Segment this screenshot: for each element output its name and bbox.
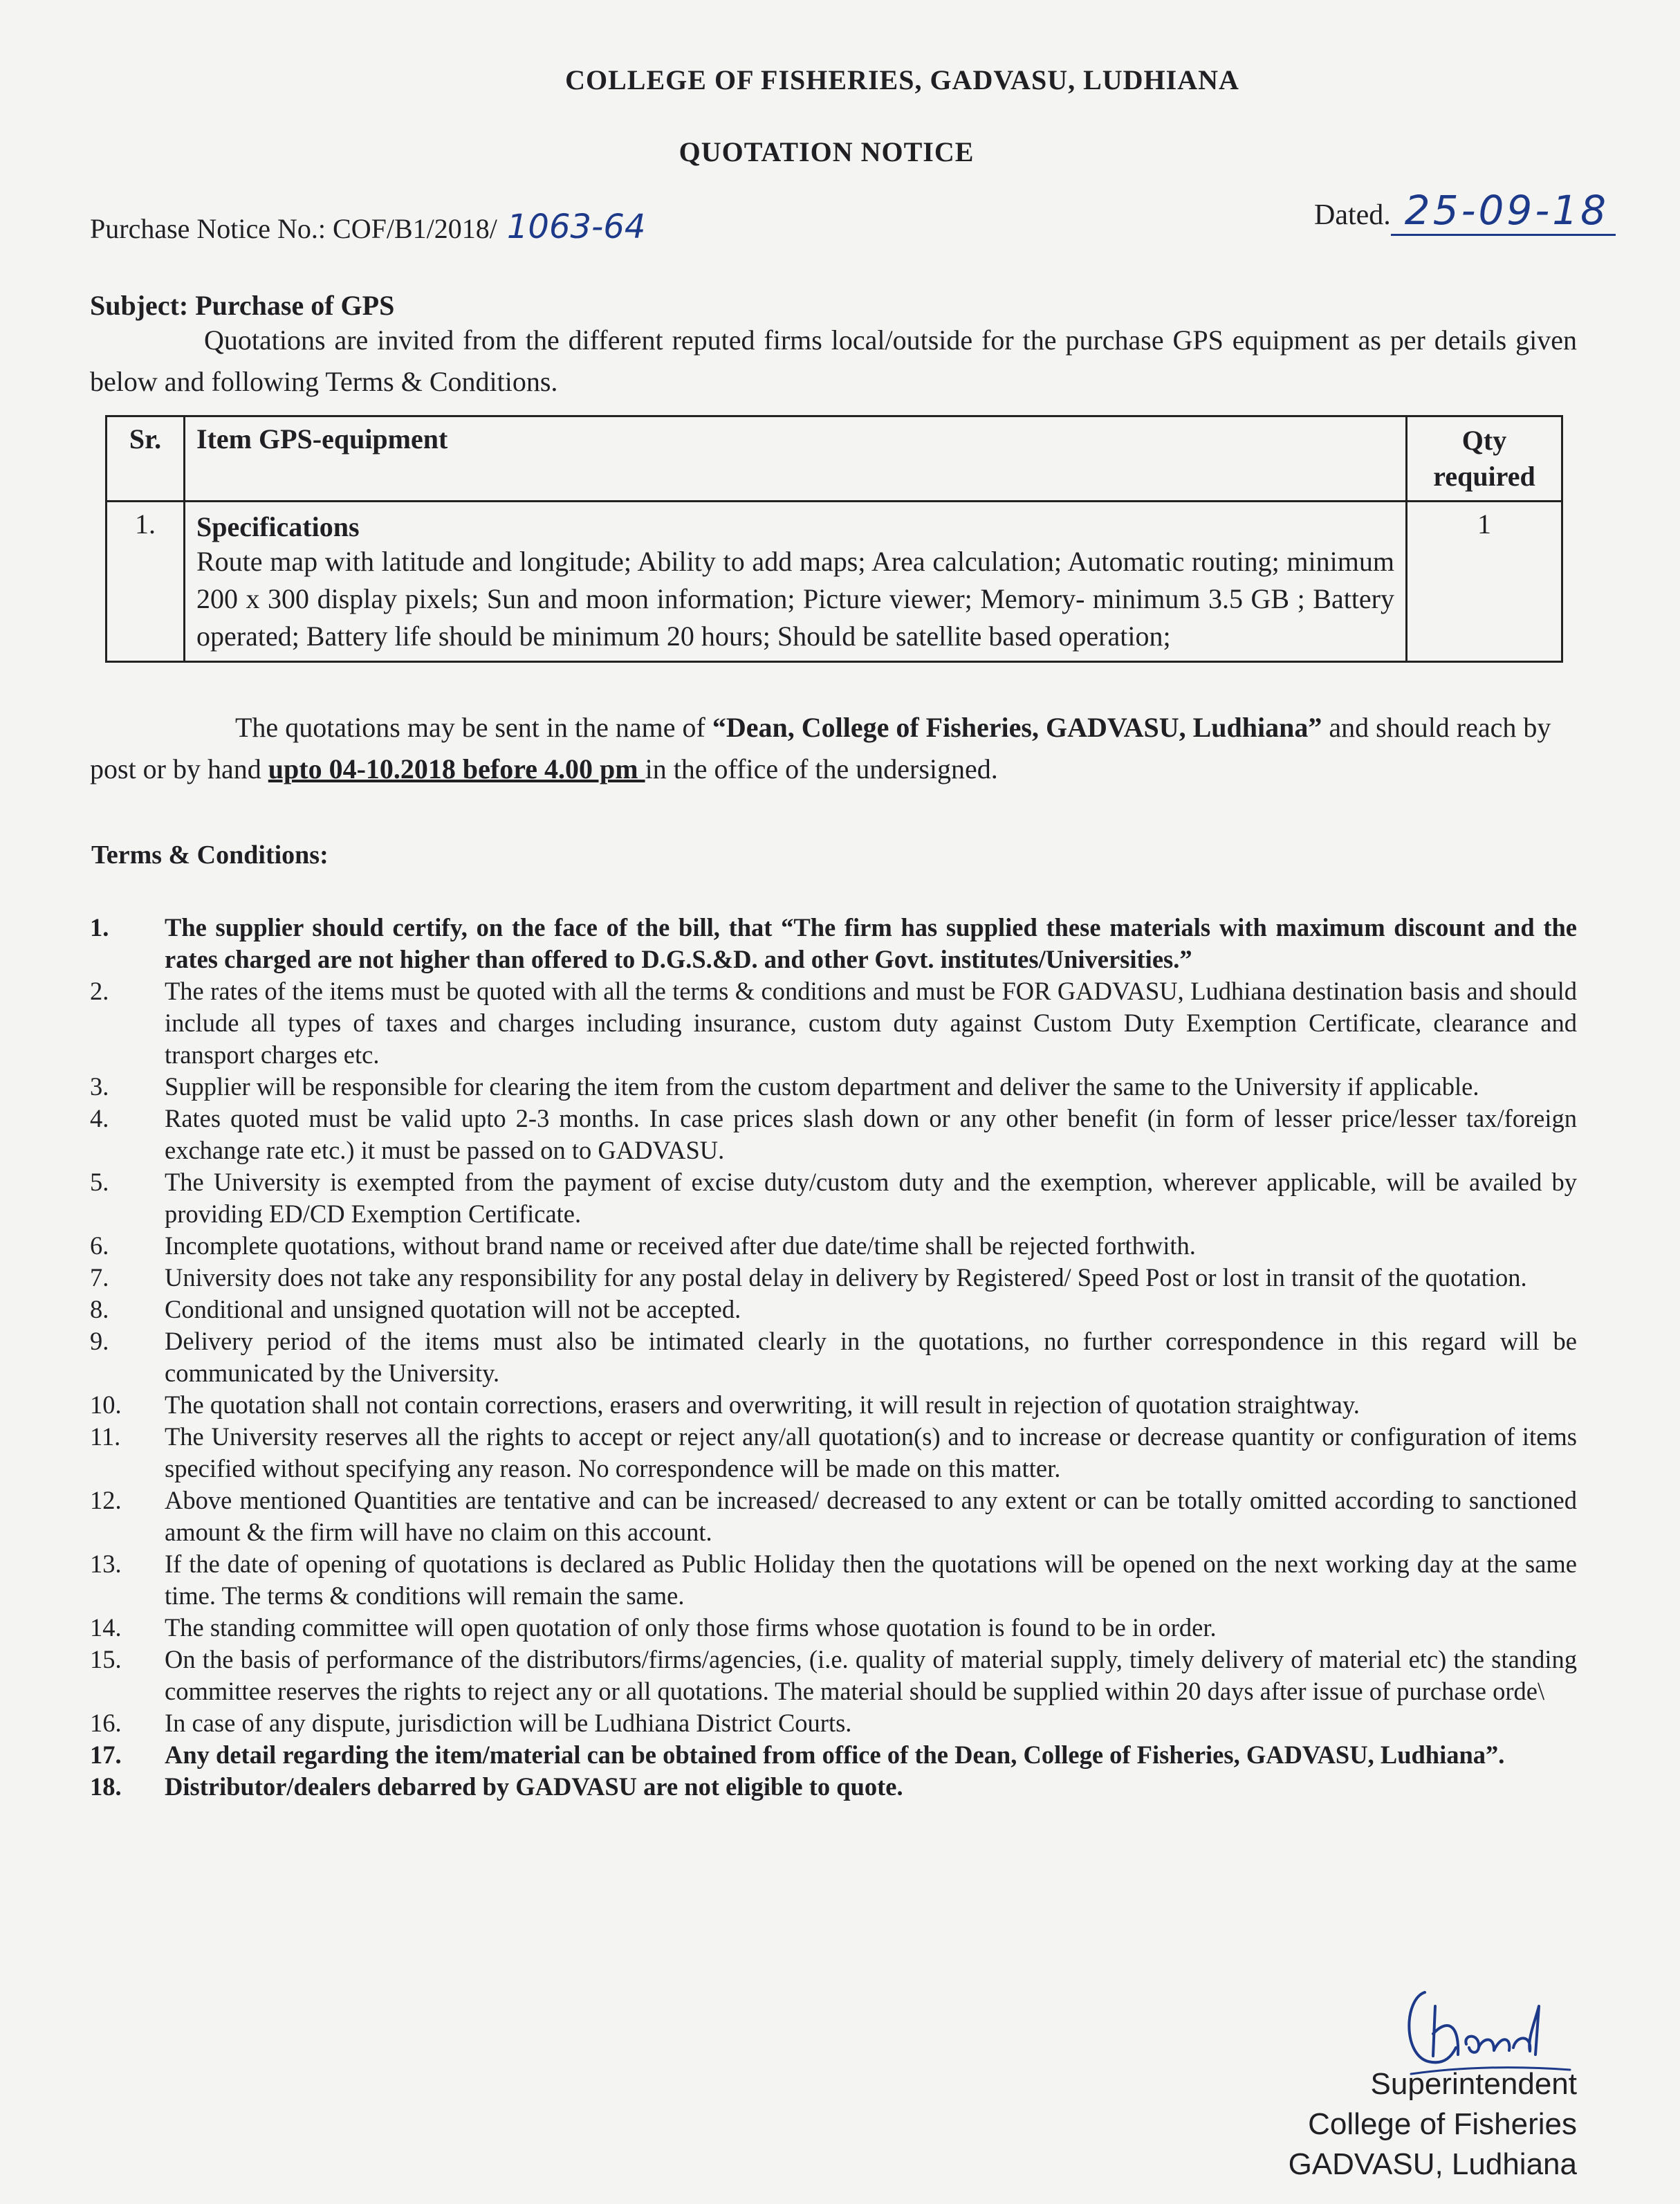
term-number: 12. — [90, 1486, 122, 1514]
row-qty: 1 — [1407, 502, 1562, 662]
term-number: 4. — [90, 1104, 109, 1132]
term-number: 9. — [90, 1327, 109, 1355]
term-number: 17. — [90, 1741, 122, 1769]
signatory-designation: Superintendent — [1370, 2067, 1577, 2101]
term-number: 13. — [90, 1550, 122, 1578]
send-addressee: “Dean, College of Fisheries, GADVASU, Ludhiana” — [712, 712, 1322, 743]
term-item — [90, 975, 1577, 1071]
dated-handwritten: 25-09-18 — [1391, 187, 1616, 236]
term-item — [90, 1644, 1577, 1707]
header-qty: Qty required — [1407, 416, 1562, 502]
term-number: 2. — [90, 977, 109, 1005]
row-item — [185, 502, 1407, 662]
notice-number-label: Purchase Notice No.: COF/B1/2018/ — [90, 213, 497, 244]
term-text: The quotation shall not contain corrections, erasers and overwriting, it will result in rejection of quotation straightway. — [165, 1390, 1360, 1419]
purchase-notice-number — [90, 208, 645, 246]
term-text: Conditional and unsigned quotation will not be accepted. — [165, 1295, 741, 1323]
term-item — [90, 1389, 1577, 1421]
term-item — [90, 1739, 1577, 1771]
term-number: 16. — [90, 1709, 122, 1737]
term-item — [90, 1612, 1577, 1644]
term-item — [90, 1771, 1577, 1803]
term-item — [90, 1230, 1577, 1262]
term-item — [90, 1071, 1577, 1103]
term-number: 14. — [90, 1613, 122, 1642]
term-text: Incomplete quotations, without brand name or received after due date/time shall be rejected forthwith. — [165, 1231, 1196, 1260]
term-text: The supplier should certify, on the face of the bill, that “The firm has supplied these materials with maximum discount and the rates charged are not higher than offered to D.G.S.&D. and other Govt. institutes/Universities.” — [165, 913, 1577, 973]
terms-heading: Terms & Conditions: — [91, 841, 329, 870]
spec-title: Specifications — [196, 511, 360, 542]
send-deadline: upto 04-10.2018 before 4.00 pm — [268, 753, 645, 784]
term-text: The standing committee will open quotation of only those firms whose quotation is found to be in order. — [165, 1613, 1217, 1642]
term-number: 6. — [90, 1231, 109, 1260]
spec-text: Route map with latitude and longitude; Ability to add maps; Area calculation; Automatic routing; minimum 200 x 300 display pixels; Sun and moon information; Picture viewer; Memory- minimum 3.5 GB ; Battery operated; Battery life should be minimum 20 hours; Should be satellite based operation; — [196, 546, 1394, 652]
signatory-office: College of Fisheries — [1308, 2107, 1577, 2141]
signatory-place: GADVASU, Ludhiana — [1288, 2147, 1577, 2181]
term-item — [90, 1103, 1577, 1166]
term-number: 10. — [90, 1390, 122, 1419]
signatory-block — [1231, 2064, 1577, 2185]
term-text: Delivery period of the items must also be intimated clearly in the quotations, no further correspondence in this regard will be communicated by the University. — [165, 1327, 1577, 1387]
term-item — [90, 1707, 1577, 1739]
term-item — [90, 1166, 1577, 1230]
term-number: 15. — [90, 1645, 122, 1673]
term-number: 5. — [90, 1168, 109, 1196]
term-number: 11. — [90, 1422, 121, 1451]
dated-label: Dated. — [1314, 199, 1391, 231]
term-item — [90, 1325, 1577, 1389]
submission-paragraph — [90, 707, 1577, 790]
term-text: Distributor/dealers debarred by GADVASU are not eligible to quote. — [165, 1772, 903, 1801]
term-number: 7. — [90, 1263, 109, 1292]
table-row — [107, 502, 1562, 662]
term-text: The University reserves all the rights to accept or reject any/all quotation(s) and to increase or decrease quantity or configuration of items specified without specifying any reason. No correspondence will be made on this matter. — [165, 1422, 1577, 1482]
term-text: Supplier will be responsible for clearing the item from the custom department and deliver the same to the University if applicable. — [165, 1072, 1479, 1101]
table-header-row — [107, 416, 1562, 502]
term-text: The University is exempted from the payment of excise duty/custom duty and the exemption, wherever applicable, will be availed by providing ED/CD Exemption Certificate. — [165, 1168, 1577, 1228]
intro-paragraph: Quotations are invited from the different reputed firms local/outside for the purchase GPS equipment as per details given below and following Terms & Conditions. — [90, 324, 1577, 397]
term-item — [90, 1262, 1577, 1294]
header-item: Item GPS-equipment — [185, 416, 1407, 502]
term-item — [90, 912, 1577, 975]
term-item — [90, 1548, 1577, 1612]
header-sr: Sr. — [107, 416, 185, 502]
term-text: University does not take any responsibility for any postal delay in delivery by Registered/ Speed Post or lost in transit of the quotation. — [165, 1263, 1527, 1292]
term-item — [90, 1485, 1577, 1548]
college-title: COLLEGE OF FISHERIES, GADVASU, LUDHIANA — [565, 64, 1239, 95]
notice-number-handwritten: 1063-64 — [506, 208, 646, 246]
term-item — [90, 1421, 1577, 1485]
notice-date — [1314, 187, 1616, 236]
notice-title: QUOTATION NOTICE — [679, 136, 975, 167]
term-text: Any detail regarding the item/material can be obtained from office of the Dean, College of Fisheries, GADVASU, Ludhiana”. — [165, 1741, 1505, 1769]
send-part3: in the office of the undersigned. — [645, 753, 998, 784]
terms-list — [90, 912, 1577, 1803]
send-part2: and should reach by post or by hand — [90, 712, 1551, 784]
send-part1: The quotations may be sent in the name of — [235, 712, 712, 743]
term-number: 1. — [90, 913, 109, 942]
term-item — [90, 1294, 1577, 1325]
subject-line: Subject: Purchase of GPS — [90, 290, 395, 321]
term-number: 3. — [90, 1072, 109, 1101]
row-sr: 1. — [107, 502, 185, 662]
term-text: The rates of the items must be quoted with all the terms & conditions and must be FOR GADVASU, Ludhiana destination basis and should include all types of taxes and charges including insurance, custom duty against Custom Duty Exemption Certificate, clearance and transport charges etc. — [165, 977, 1577, 1069]
term-number: 18. — [90, 1772, 122, 1801]
term-text: On the basis of performance of the distributors/firms/agencies, (i.e. quality of material supply, timely delivery of material etc) the standing committee reserves the rights to reject any or all quotations. The material should be supplied within 20 days after issue of purchase orde\ — [165, 1645, 1577, 1705]
term-text: In case of any dispute, jurisdiction will be Ludhiana District Courts. — [165, 1709, 852, 1737]
items-table — [105, 415, 1563, 663]
term-text: If the date of opening of quotations is declared as Public Holiday then the quotations will be opened on the next working day at the same time. The terms & conditions will remain the same. — [165, 1550, 1577, 1610]
term-text: Above mentioned Quantities are tentative and can be increased/ decreased to any extent or can be totally omitted according to sanctioned amount & the firm will have no claim on this account. — [165, 1486, 1577, 1546]
term-number: 8. — [90, 1295, 109, 1323]
term-text: Rates quoted must be valid upto 2-3 months. In case prices slash down or any other benefit (in form of lesser price/lesser tax/foreign exchange rate etc.) it must be passed on to GADVASU. — [165, 1104, 1577, 1164]
